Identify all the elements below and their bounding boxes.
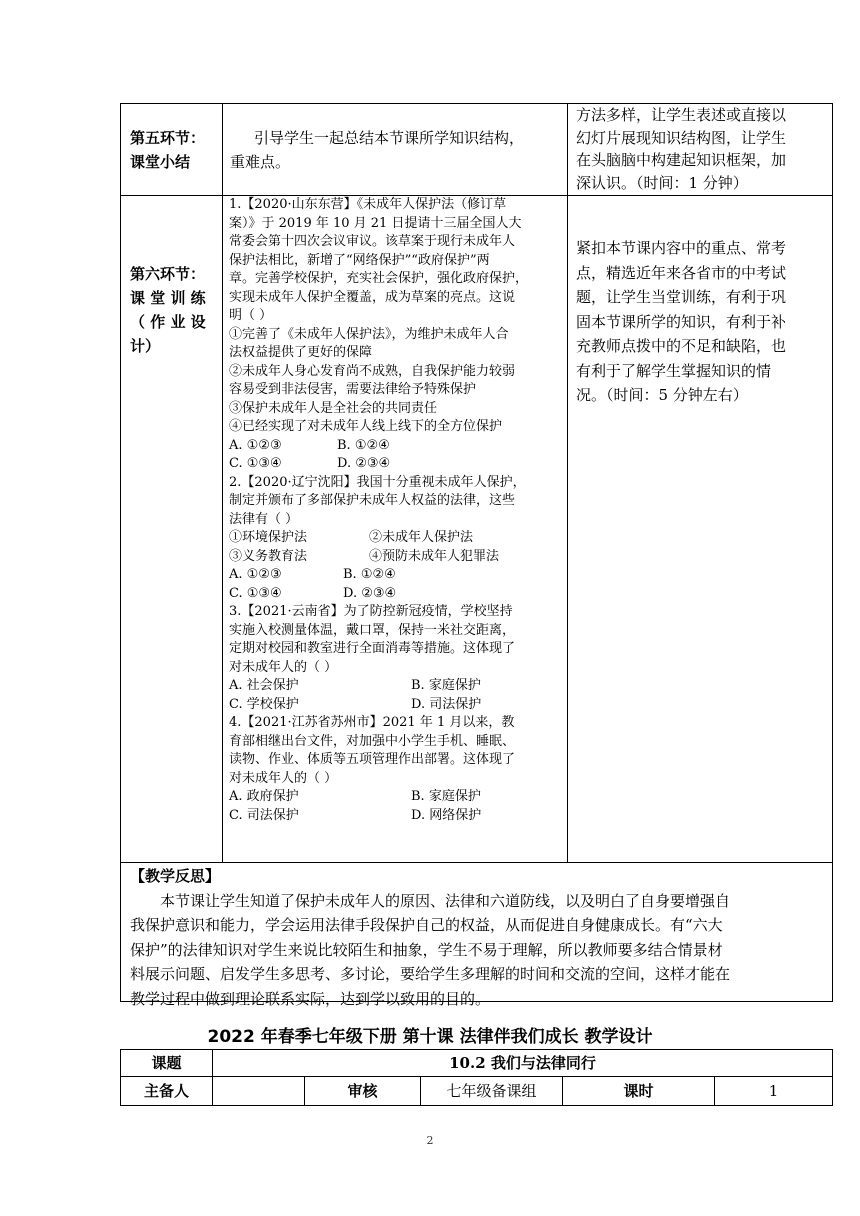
section6-title: 第六环节： 课 堂 训 练 （ 作 业 设 计） — [130, 265, 206, 355]
review-label: 审核 — [347, 1082, 378, 1100]
topic-label: 课题 — [151, 1054, 182, 1072]
question-4-option-c: C. 司法保护 — [229, 807, 299, 823]
section6-intent: 紧扣本节课内容中的重点、常考 点，精选近年来各省市的中考试 题，让学生当堂训练，有利于巩 固本节课所学的知识，有利于补 充教师点拨中的不足和缺陷，也 有利于了解学生掌握知识的情 况。（时间：5 分钟左右） — [576, 239, 787, 404]
question-1-option-b: B. ①②④ — [337, 437, 390, 453]
question-3-option-d: D. 司法保护 — [411, 696, 482, 712]
section5-intent: 方法多样，让学生表述或直接以 幻灯片展现知识结构图，让学生 在头脑脑中构建起知识框架，加 深认识。（时间：1 分钟） — [576, 106, 787, 192]
question-4-option-a: A. 政府保护 — [229, 789, 299, 804]
question-2: 2.【2020·辽宁沈阳】我国十分重视未成年人保护， 制定并颁布了多部保护未成年人权益的法律，这些 法律有（ ） ①环境保护法 ②未成年人保护法 ③义务教育法 ④预防未成年人犯罪法 A. ①②③ B. ①②④ C. ①③④ D. ②③④ — [229, 474, 565, 604]
question-4-option-d: D. 网络保护 — [411, 807, 482, 823]
design-title: 2022 年春季七年级下册 第十课 法律伴我们成长 教学设计 — [207, 1027, 653, 1047]
period-label: 课时 — [623, 1082, 654, 1100]
question-3-option-b: B. 家庭保护 — [411, 678, 481, 693]
question-1-option-c: C. ①③④ — [229, 456, 282, 471]
question-4-option-b: B. 家庭保护 — [411, 789, 481, 804]
page-number: 2 — [426, 1134, 434, 1147]
question-1: 1.【2020·山东东营】《未成年人保护法（修订草 案）》于 2019 年 10 月 21 日提请十三届全国人大 常委会第十四次会议审议。该草案于现行未成年人 保护法相比，新增了“网络保护”“政府保护”两 章。完善学校保护，充实社会保护，强化政府保护， 实现未成年人保护全覆盖，成为草案的亮点。这说 明（ ） ①完善了《未成年人保护法》，为维护未成年人合 法权益提供了更好的保障 ②未成年人身心发育尚不成熟，自我保护能力较弱 容易受到非法侵害，需要法律给予特殊保护 ③保护未成年人是全社会的共同责任 ④已经实现了对未成年人线上线下的全方位保护 A. ①②③ B. ①②④ C. ①③④ D. ②③④ — [229, 196, 565, 474]
teaching-reflection: 【教学反思】 本节课让学生知道了保护未成年人的原因、法律和六道防线，以及明白了自身要增强自 我保护意识和能力，学会运用法律手段保护自己的权益，从而促进自身健康成长。有“六大 保护”的法律知识对学生来说比较陌生和抽象，学生不易于理解，所以教师要多结合情景材 料展示问题、启发学生多思考、多讨论，要给学生多理解的时间和交流的空间，这样才能在 教学过程中做到理论联系实际，达到学以致用的目的。 — [130, 864, 830, 1011]
question-3: 3.【2021·云南省】为了防控新冠疫情，学校坚持 实施入校测量体温，戴口罩，保持一米社交距离， 定期对校园和教室进行全面消毒等措施。这体现了 对未成年人的（ ） A. 社会保护 B. 家庭保护 C. 学校保护 D. 司法保护 — [229, 603, 565, 714]
preparer-label: 主备人 — [143, 1082, 189, 1100]
question-4: 4.【2021·江苏省苏州市】2021 年 1 月以来，教 育部相继出台文件，对加强中小学生手机、睡眠、 读物、作业、体质等五项管理作出部署。这体现了 对未成年人的（ ） A. 政府保护 B. 家庭保护 C. 司法保护 D. 网络保护 — [229, 714, 565, 825]
question-3-option-c: C. 学校保护 — [229, 696, 299, 712]
question-2-option-d: D. ②③④ — [343, 585, 397, 601]
question-2-item-3: ③义务教育法 — [229, 548, 308, 564]
question-2-item-1: ①环境保护法 — [229, 530, 308, 545]
review-value: 七年级备课组 — [446, 1082, 537, 1100]
question-2-option-a: A. ①②③ — [229, 567, 282, 582]
reflection-heading: 【教学反思】 — [130, 867, 221, 885]
question-2-item-2: ②未成年人保护法 — [369, 530, 474, 545]
question-2-item-4: ④预防未成年人犯罪法 — [369, 548, 500, 564]
topic-value: 10.2 我们与法律同行 — [449, 1054, 596, 1072]
section6-exercises — [229, 196, 565, 825]
question-2-option-c: C. ①③④ — [229, 585, 282, 601]
question-1-option-d: D. ②③④ — [337, 456, 391, 471]
question-1-option-a: A. ①②③ — [229, 437, 282, 453]
period-value: 1 — [768, 1082, 779, 1100]
question-3-option-a: A. 社会保护 — [229, 678, 299, 693]
section5-title: 第五环节： 课堂小结 — [130, 129, 206, 171]
section5-content: 引导学生一起总结本节课所学知识结构， 重难点。 — [230, 129, 525, 171]
question-2-option-b: B. ①②④ — [343, 567, 396, 582]
